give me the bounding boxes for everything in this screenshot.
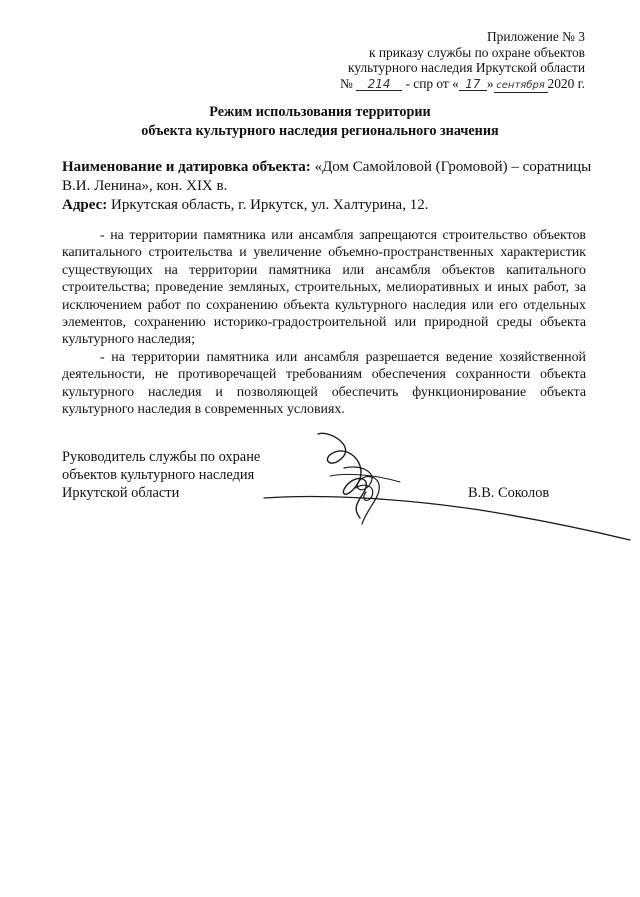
title-line-2: объекта культурного наследия регионального значения (141, 123, 499, 139)
appendix-number: Приложение № 3 (486, 29, 585, 44)
position-line-3: Иркутской области (62, 485, 180, 501)
title-line-1: Режим использования территории (209, 104, 431, 120)
handwritten-signature (260, 428, 640, 548)
order-year: 2020 г. (547, 75, 585, 91)
order-month: сентября (494, 80, 548, 93)
usage-regime-text (62, 227, 586, 418)
appendix-authority: культурного наследия Иркутской области (348, 60, 585, 76)
object-address-row (62, 196, 592, 215)
object-name-row (62, 158, 592, 177)
object-address-value: Иркутская область, г. Иркутск, ул. Халтурина, 12. (111, 197, 429, 213)
object-name-continuation: В.И. Ленина», кон. XIX в. (62, 178, 228, 194)
order-prefix: № (339, 75, 353, 91)
object-address-label: Адрес: (62, 197, 108, 213)
order-quote-close: » (486, 75, 494, 91)
signer-name: В.В. Соколов (468, 485, 550, 501)
order-mid: - спр от « (405, 75, 459, 91)
prohibitions-paragraph: - на территории памятника или ансамбля запрещаются строительство объектов капитального строительства и увеличение объемно-пространственных характеристик существующих на территории памятника или ансамбля объектов капитального строительства; проведение земляных, строительных, мелиоративных и иных работ, за исключением работ по сохранению объекта культурного наследия или его отдельных элементов, сохранению историко-градостроительной или природной среды объекта культурного наследия; (62, 228, 586, 348)
document-title (0, 103, 640, 141)
position-line-1: Руководитель службы по охране (62, 449, 261, 465)
appendix-order-ref: к приказу службы по охране объектов (369, 44, 585, 60)
permissions-paragraph: - на территории памятника или ансамбля разрешается ведение хозяйственной деятельности, не противоречащей требованиям обеспечения сохранности объекта культурного наследия и позволяющей обеспечить функционирование объекта культурного наследия в современных условиях. (62, 349, 586, 418)
order-number: 214 (356, 78, 402, 91)
object-name-label: Наименование и датировка объекта: (62, 159, 311, 175)
order-day: 17 (459, 78, 487, 91)
position-line-2: объектов культурного наследия (62, 467, 255, 483)
appendix-header (265, 29, 585, 93)
object-info (62, 158, 592, 215)
object-name-value: «Дом Самойловой (Громовой) – соратницы (314, 159, 592, 175)
order-details (265, 76, 585, 93)
